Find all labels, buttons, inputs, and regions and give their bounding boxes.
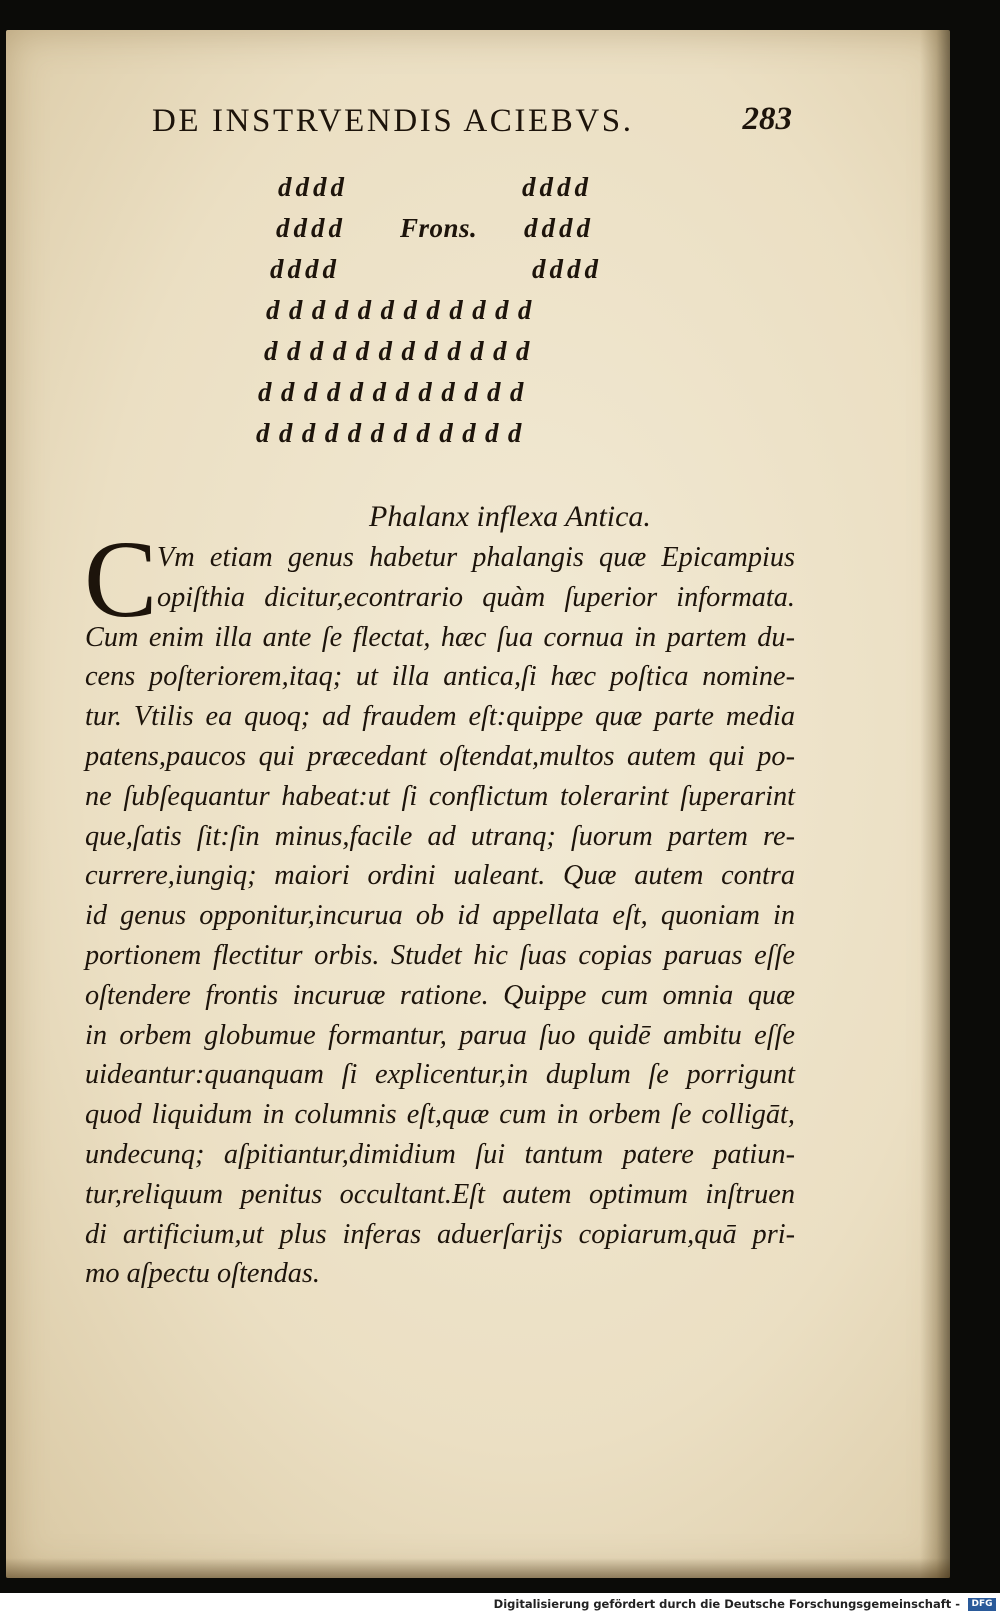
text-line: quod liquidum in columnis eſt,quæ cum in orbem ſe colligāt,: [85, 1099, 795, 1131]
drop-cap: C: [84, 518, 158, 640]
text-line: cens poſteriorem,itaq; ut illa antica,ſi hæc poſtica nomine-: [85, 661, 795, 693]
text-line: ne ſubſequantur habeat:ut ſi conflictum tolerarint ſuperarint: [85, 780, 795, 812]
text-line: oſtendere frontis incuruæ ratione. Quippe cum omnia quæ: [85, 979, 795, 1011]
text-line: patens,paucos qui præcedant oſtendat,multos autem qui po-: [85, 740, 795, 772]
text-line: mo aſpectu oſtendas.: [85, 1258, 320, 1290]
text-line: di artificium,ut plus inferas aduerſarijs copiarum,quā pri-: [85, 1218, 795, 1250]
formation-left-block: dddd: [270, 254, 340, 284]
formation-left-block: dddd: [278, 172, 348, 202]
text-line: opiſthia dicitur,econtrario quàm ſuperior informata.: [157, 581, 795, 613]
text-line: undecunq; aſpitiantur,dimidium ſui tantum patere patiun-: [85, 1138, 795, 1170]
formation-right-block: dddd: [522, 172, 592, 202]
formation-full-row: dddddddddddd: [264, 336, 539, 366]
text-line: Vm etiam genus habetur phalangis quæ Epicampius: [157, 542, 795, 573]
formation-right-block: dddd: [524, 213, 594, 243]
text-line: currere,iungiq; maiori ordini ualeant. Quæ autem contra: [85, 860, 795, 892]
text-line: que,ſatis ſit:ſin minus,facile ad utranq; ſuorum partem re-: [85, 820, 795, 852]
formation-full-row: dddddddddddd: [256, 418, 531, 448]
text-line: id genus opponitur,incurua ob id appellata eſt, quoniam in: [85, 900, 795, 932]
text-line: in orbem globumue formantur, parua ſuo quidē ambitu eſſe: [85, 1019, 795, 1051]
running-title: DE INSTRVENDIS ACIEBVS.: [152, 103, 634, 139]
running-head: [152, 103, 792, 143]
dfg-logo-icon: DFG: [968, 1598, 996, 1611]
text-line: portionem flectitur orbis. Studet hic ſuas copias paruas eſſe: [85, 939, 795, 971]
formation-left-block: dddd: [276, 213, 346, 243]
footer-strip: [0, 1593, 1000, 1617]
section-heading: Phalanx inflexa Antica.: [369, 500, 651, 533]
formation-full-row: dddddddddddd: [258, 377, 533, 407]
body-text: [84, 518, 795, 1294]
page-edge-shadow: [920, 30, 950, 1578]
text-line: tur. Vtilis ea quoq; ad fraudem eſt:quippe quæ parte media: [85, 701, 795, 733]
funding-credit: Digitalisierung gefördert durch die Deutsche Forschungsgemeinschaft -: [493, 1597, 960, 1611]
text-line: uideantur:quanquam ſi explicentur,in duplum ſe porrigunt: [85, 1059, 795, 1091]
formation-full-row: dddddddddddd: [266, 295, 541, 325]
formation-right-block: dddd: [532, 254, 602, 284]
formation-front-label: Frons.: [400, 213, 478, 243]
text-line: Cum enim illa ante ſe flectat, hæc ſua cornua in partem du-: [85, 621, 795, 653]
page-number: 283: [742, 101, 792, 137]
page-bottom-shadow: [6, 1558, 950, 1578]
text-line: tur,reliquum penitus occultant.Eſt autem optimum inſtruen: [85, 1178, 795, 1210]
